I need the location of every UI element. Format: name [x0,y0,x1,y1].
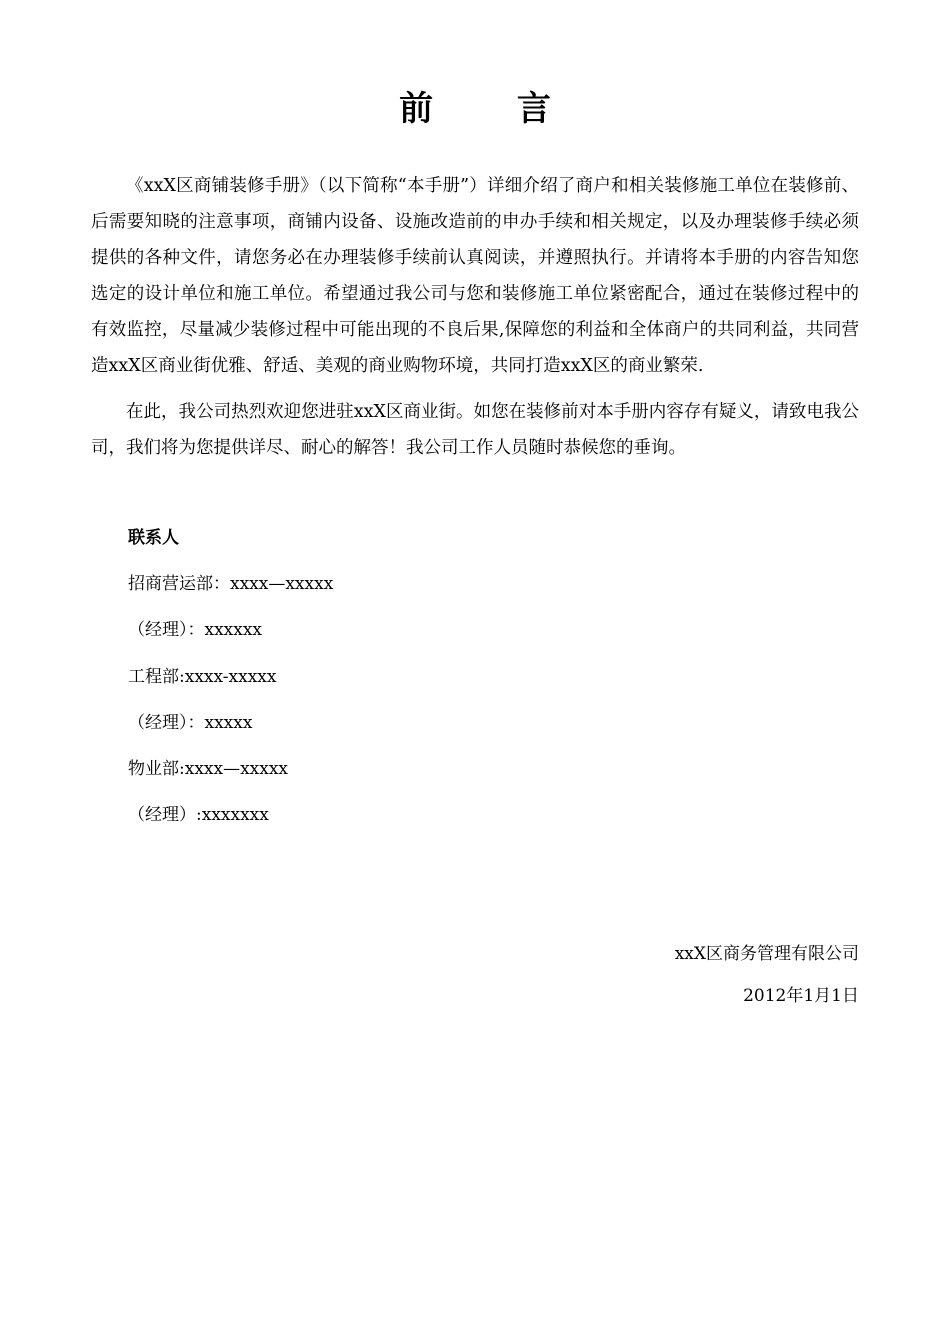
signature-company: xxX区商务管理有限公司 [674,944,859,964]
contact-line-investment-manager: （经理）：xxxxxx [128,620,263,641]
contact-line-investment-dept: 招商营运部：xxxx—xxxxx [128,574,334,594]
contact-line-property-dept: 物业部:xxxx—xxxxx [128,759,289,780]
contact-line-engineering-dept: 工程部:xxxx-xxxxx [128,666,277,687]
preface-paragraph-2: 在此，我公司热烈欢迎您进驻xxX区商业街。如您在装修前对本手册内容存有疑义，请致电我公司，我们将为您提供详尽、耐心的解答！我公司工作人员随时恭候您的垂询。 [91,402,859,458]
page-title: 前 言 [399,89,587,129]
signature-block [675,936,859,1020]
contact-line-engineering-manager: （经理）：xxxxx [128,712,253,733]
contact-section [128,520,728,844]
contact-line-property-manager: （经理）:xxxxxxx [128,805,269,826]
preface-paragraph-1: 《xxX区商铺装修手册》（以下简称“本手册”）详细介绍了商户和相关装修施工单位在装修前、后需要知晓的注意事项，商铺内设备、设施改造前的申办手续和相关规定，以及办理装修手续必须提供的各种文件，请您务必在办理装修手续前认真阅读，并遵照执行。并请将本手册的内容告知您选定的设计单位和施工单位。希望通过我公司与您和装修施工单位紧密配合，通过在装修过程中的有效监控，尽量减少装修过程中可能出现的不良后果,保障您的利益和全体商户的共同利益，共同营造xxX区商业街优雅、舒适、美观的商业购物环境，共同打造xxX区的商业繁荣. [91,176,859,376]
contact-heading: 联系人 [128,528,179,548]
preface-body [91,168,859,476]
signature-date: 2012年1月1日 [743,986,859,1006]
